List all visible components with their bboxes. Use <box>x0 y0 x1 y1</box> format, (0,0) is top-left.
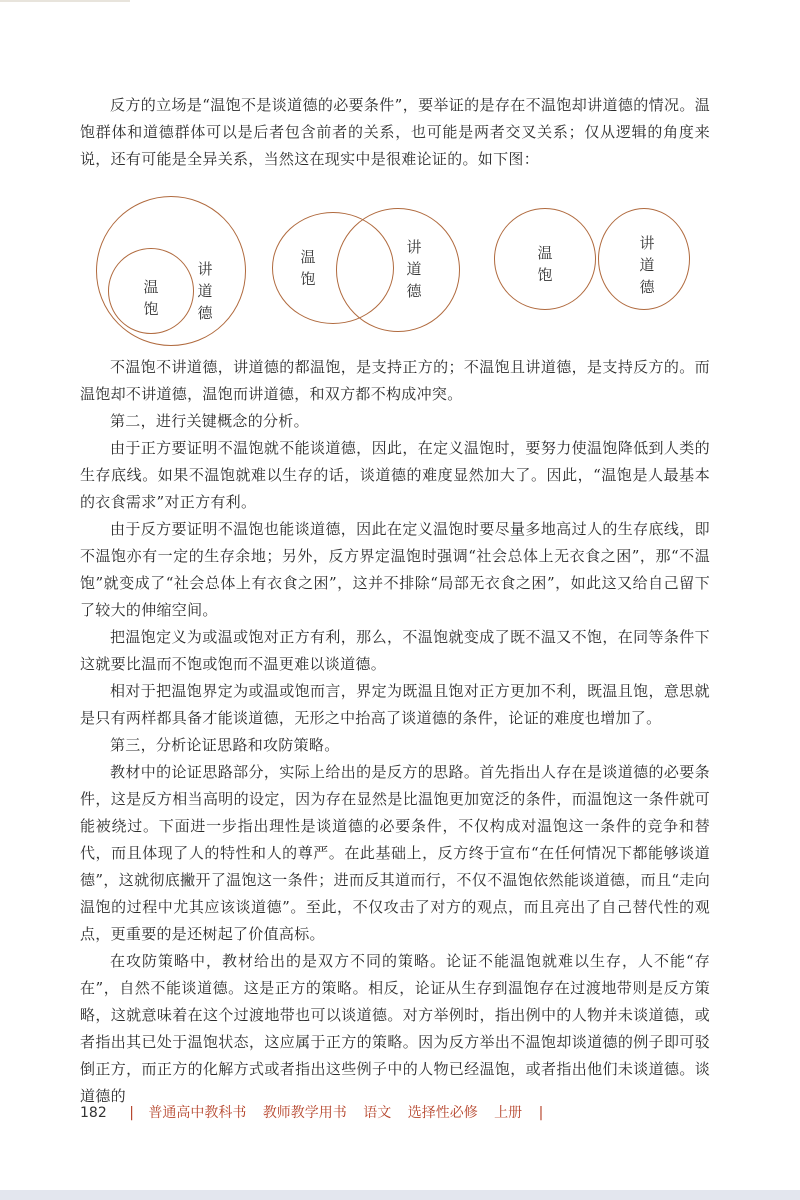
paragraph-either-or: 把温饱定义为或温或饱对正方有利，那么，不温饱就变成了既不温又不饱，在同等条件下这就要比温而不饱或饱而不温更难以谈道德。 <box>80 628 710 673</box>
bottom-band <box>0 1190 800 1200</box>
footer-module: 选择性必修 <box>407 1105 478 1121</box>
footer-subject: 语文 <box>363 1105 392 1121</box>
paragraph-both: 相对于把温饱界定为或温或饱而言，界定为既温且饱对正方更加不利，既温且饱，意思就是只有两样都具备才能谈道德，无形之中抬高了谈道德的条件，论证的难度也增加了。 <box>80 682 710 727</box>
footer-book-type: 教师教学用书 <box>262 1105 347 1121</box>
paragraph-strategy: 在攻防策略中，教材给出的是双方不同的策略。论证不能温饱就难以生存，人不能“存在”，自然不能谈道德。这是正方的策略。相反，论证从生存到温饱存在过渡地带则是反方策略，这就意味着在这个过渡地带也可以谈道德。对方举例时，指出例中的人物并未谈道德，或者指出其已处于温饱状态，这应属于正方的策略。因为反方举出不温饱却谈道德的例子即可驳倒正方，而正方的化解方式或者指出这些例子中的人物已经温饱，或者指出他们未谈道德。谈道德的 <box>80 952 710 1105</box>
label-morality: 讲道德 <box>406 238 422 300</box>
label-morality: 讲道德 <box>197 260 213 322</box>
footer-separator: | <box>129 1105 134 1121</box>
label-morality: 讲道德 <box>639 234 655 296</box>
diagram-disjoint <box>494 208 694 320</box>
footer-separator-end: | <box>538 1105 544 1121</box>
label-warmth: 温饱 <box>143 278 159 318</box>
section-heading-2: 第二，进行关键概念的分析。 <box>110 412 309 430</box>
paragraph-diagram-explanation: 不温饱不讲道德，讲道德的都温饱，是支持正方的；不温饱且讲道德，是支持反方的。而温饱却不讲道德，温饱而讲道德，和双方都不构成冲突。 <box>80 358 710 403</box>
paragraph-pro-definition: 由于正方要证明不温饱就不能谈道德，因此，在定义温饱时，要努力使温饱降低到人类的生存底线。如果不温饱就难以生存的话，谈道德的难度显然加大了。因此，“温饱是人最基本的衣食需求”对正方有利。 <box>80 439 710 511</box>
footer-volume: 上册 <box>494 1105 523 1121</box>
page-footer <box>80 1102 720 1122</box>
circle-morality <box>336 208 460 332</box>
diagram-overlap <box>272 208 472 332</box>
label-warmth: 温饱 <box>537 244 553 284</box>
footer-series: 普通高中教科书 <box>148 1105 247 1121</box>
page-number: 182 <box>80 1105 107 1121</box>
section-heading-3: 第三，分析论证思路和攻防策略。 <box>110 736 340 754</box>
label-warmth: 温饱 <box>300 248 316 288</box>
paragraph-intro: 反方的立场是“温饱不是谈道德的必要条件”，要举证的是存在不温饱却讲道德的情况。温饱群体和道德群体可以是后者包含前者的关系，也可能是两者交叉关系；仅从逻辑的角度来说，还有可能是全异关系，当然这在现实中是很难论证的。如下图： <box>80 96 710 168</box>
paragraph-con-definition: 由于反方要证明不温饱也能谈道德，因此在定义温饱时要尽量多地高过人的生存底线，即不温饱亦有一定的生存余地；另外，反方界定温饱时强调“社会总体上无衣食之困”，那“不温饱”就变成了“社会总体上有衣食之困”，这并不排除“局部无衣食之困”，如此这又给自己留下了较大的伸缩空间。 <box>80 520 710 619</box>
paragraph-argument-path: 教材中的论证思路部分，实际上给出的是反方的思路。首先指出人存在是谈道德的必要条件，这是反方相当高明的设定，因为存在显然是比温饱更加宽泛的条件，而温饱这一条件就可能被绕过。下面进一步指出理性是谈道德的必要条件，不仅构成对温饱这一条件的竞争和替代，而且体现了人的特性和人的尊严。在此基础上，反方终于宣布“在任何情况下都能够谈道德”，这就彻底撇开了温饱这一条件；进而反其道而行，不仅不温饱依然能谈道德，而且“走向温饱的过程中尤其应该谈道德”。至此，不仅攻击了对方的观点，而且亮出了自己替代性的观点，更重要的是还树起了价值高标。 <box>80 763 710 943</box>
diagram-containment <box>96 196 246 346</box>
top-rule <box>0 0 130 2</box>
